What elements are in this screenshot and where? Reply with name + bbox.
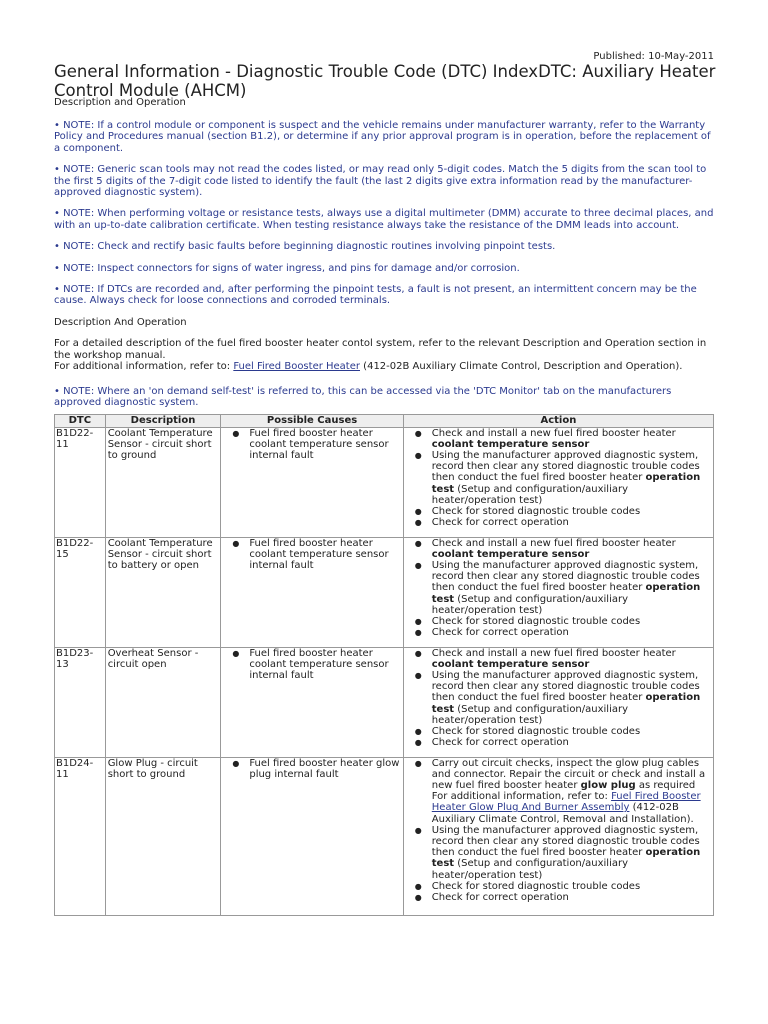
fuel-fired-booster-heater-link[interactable]: Fuel Fired Booster Heater <box>233 361 360 373</box>
document-body <box>54 120 716 916</box>
table-row <box>55 757 714 915</box>
possible-causes <box>221 537 403 647</box>
dtc-description: Coolant Temperature Sensor - circuit short to ground <box>105 427 221 537</box>
additional-info-suffix: (412-02B Auxiliary Climate Control, Description and Operation). <box>360 361 683 373</box>
action-item: ● Using the manufacturer approved diagnostic system, record then clear any stored diagnostic trouble codes then conduct the fuel fired booster heater operation test (Setup and configuration/auxiliary heater/operation test) <box>432 670 711 726</box>
possible-causes <box>221 647 403 757</box>
table-row <box>55 647 714 757</box>
page-title: General Information - Diagnostic Trouble Code (DTC) IndexDTC: Auxiliary Heater Control Module (AHCM) <box>54 62 716 100</box>
action-item: ● Carry out circuit checks, inspect the glow plug cables and connector. Repair the circuit or check and install a new fuel fired booster heater glow plug as required For additional information, refer to: Fuel Fired Booster Heater Glow Plug And Burner Assembly (412-02B Auxiliary Climate Control, Removal and Installation). <box>432 758 711 825</box>
dtc-code: B1D23-13 <box>55 647 106 757</box>
column-header-description: Description <box>105 415 221 427</box>
dtc-description: Overheat Sensor - circuit open <box>105 647 221 757</box>
action-item: ● Check for stored diagnostic trouble codes <box>432 726 711 737</box>
dtc-description: Glow Plug - circuit short to ground <box>105 757 221 915</box>
table-row <box>55 537 714 647</box>
action-item: ● Check for correct operation <box>432 892 711 903</box>
action-item: ● Using the manufacturer approved diagnostic system, record then clear any stored diagnostic trouble codes then conduct the fuel fired booster heater operation test (Setup and configuration/auxiliary heater/operation test) <box>432 560 711 616</box>
action-item: ● Check and install a new fuel fired booster heater coolant temperature sensor <box>432 648 711 670</box>
cause-item: ● Fuel fired booster heater coolant temperature sensor internal fault <box>249 428 400 462</box>
glow-plug-burner-assembly-link[interactable]: Fuel Fired Booster Heater Glow Plug And Burner Assembly <box>431 791 701 814</box>
note-multimeter: • NOTE: When performing voltage or resistance tests, always use a digital multimeter (DMM) accurate to three decimal places, and with an up-to-date calibration certificate. When testing resistance always take the resistance of the DMM leads into account. <box>54 208 714 231</box>
dtc-table <box>54 414 714 915</box>
action-item: ● Check for correct operation <box>432 737 711 748</box>
cause-item: ● Fuel fired booster heater coolant temperature sensor internal fault <box>249 538 400 572</box>
dtc-code: B1D24-11 <box>55 757 106 915</box>
action-item: ● Check for stored diagnostic trouble codes <box>432 881 711 892</box>
column-header-dtc: DTC <box>55 415 106 427</box>
description-text: For a detailed description of the fuel fired booster heater contol system, refer to the relevant Description and Operation section in the workshop manual. <box>54 338 707 361</box>
page-subtitle: Description and Operation <box>54 97 186 108</box>
column-header-possible-causes: Possible Causes <box>221 415 403 427</box>
action-cell <box>403 427 713 537</box>
action-item: ● Check and install a new fuel fired booster heater coolant temperature sensor <box>432 428 711 450</box>
action-item: ● Using the manufacturer approved diagnostic system, record then clear any stored diagnostic trouble codes then conduct the fuel fired booster heater operation test (Setup and configuration/auxiliary heater/operation test) <box>432 825 711 881</box>
note-connectors: • NOTE: Inspect connectors for signs of water ingress, and pins for damage and/or corrosion. <box>54 262 520 274</box>
note-warranty: • NOTE: If a control module or component is suspect and the vehicle remains under manufacturer warranty, refer to the Warranty Policy and Procedures manual (section B1.2), or determine if any prior approval program is in operation, before the replacement of a component. <box>54 120 711 154</box>
action-item: ● Using the manufacturer approved diagnostic system, record then clear any stored diagnostic trouble codes then conduct the fuel fired booster heater operation test (Setup and configuration/auxiliary heater/operation test) <box>432 450 711 506</box>
action-cell <box>403 537 713 647</box>
note-scan-tools: • NOTE: Generic scan tools may not read the codes listed, or may read only 5-digit codes. Match the 5 digits from the scan tool to the first 5 digits of the 7-digit code listed to identify the fault (the last 2 digits give extra information read by the manufacturer-approved diagnostic system). <box>54 164 707 199</box>
column-header-action: Action <box>403 415 713 427</box>
note-basic-faults: • NOTE: Check and rectify basic faults before beginning diagnostic routines involving pinpoint tests. <box>54 241 556 253</box>
possible-causes <box>221 757 403 915</box>
action-item: ● Check for stored diagnostic trouble codes <box>432 506 711 517</box>
action-item: ● Check and install a new fuel fired booster heater coolant temperature sensor <box>432 538 711 560</box>
cause-item: ● Fuel fired booster heater glow plug internal fault <box>249 758 400 780</box>
description-heading: Description And Operation <box>54 316 187 328</box>
action-cell <box>403 757 713 915</box>
possible-causes <box>221 427 403 537</box>
description-paragraph <box>54 338 716 372</box>
action-item: ● Check for correct operation <box>432 517 711 528</box>
cause-item: ● Fuel fired booster heater coolant temperature sensor internal fault <box>249 648 400 682</box>
dtc-description: Coolant Temperature Sensor - circuit short to battery or open <box>105 537 221 647</box>
dtc-code: B1D22-11 <box>55 427 106 537</box>
published-date: Published: 10-May-2011 <box>593 51 714 62</box>
action-item: ● Check for correct operation <box>432 627 711 638</box>
note-self-test: • NOTE: Where an 'on demand self-test' is referred to, this can be accessed via the 'DTC Monitor' tab on the manufacturers approved diagnostic system. <box>54 385 672 408</box>
note-intermittent: • NOTE: If DTCs are recorded and, after performing the pinpoint tests, a fault is not present, an intermittent concern may be the cause. Always check for loose connections and corroded terminals. <box>54 284 697 307</box>
table-header-row <box>55 415 714 427</box>
action-cell <box>403 647 713 757</box>
action-item: ● Check for stored diagnostic trouble codes <box>432 616 711 627</box>
dtc-code: B1D22-15 <box>55 537 106 647</box>
table-row <box>55 427 714 537</box>
additional-info-prefix: For additional information, refer to: <box>54 361 234 373</box>
